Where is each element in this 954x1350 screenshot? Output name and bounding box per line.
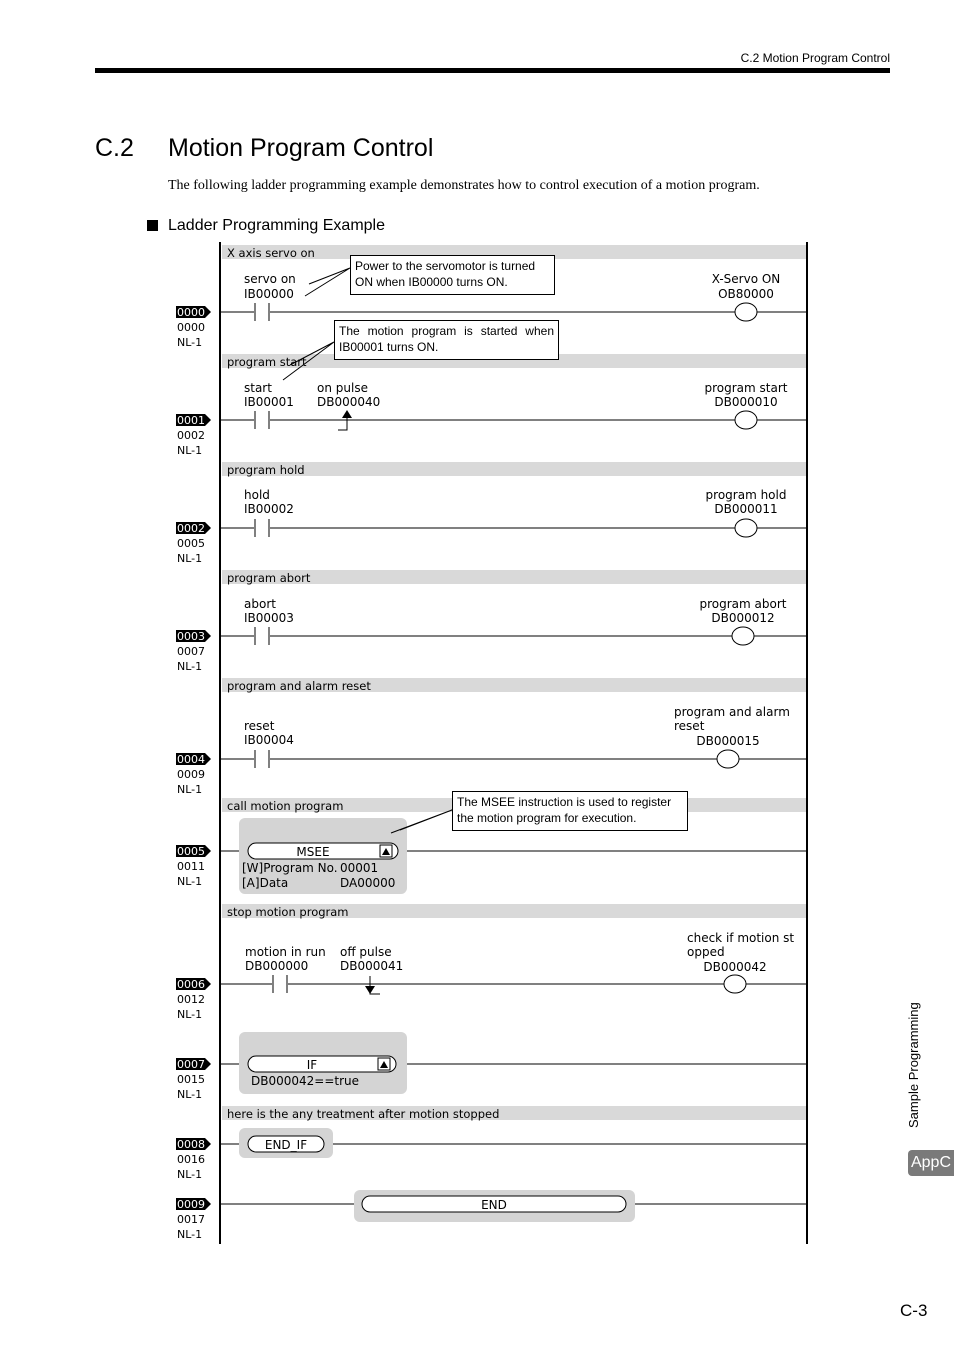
function-block [248,1056,396,1072]
coil-address: DB000042 [703,960,767,974]
rung-comment: call motion program [227,799,344,813]
contact-address: IB00003 [244,611,294,625]
rung-comment: program hold [227,463,305,477]
function-block-label: END_IF [264,1138,308,1152]
line-number: 0005 [177,537,205,550]
up-arrow-icon [342,410,352,418]
rung-comment: program start [227,355,307,369]
appendix-tab: AppC [908,1150,954,1176]
nest-level: NL-1 [177,336,203,349]
side-tab-label: Sample Programming [906,1002,921,1128]
step-number: 0004 [177,753,205,766]
contact-name: on pulse [317,381,368,395]
coil-address: DB000015 [696,734,760,748]
coil-name: X-Servo ON [711,272,781,286]
rung-comment: X axis servo on [227,246,315,260]
nest-level: NL-1 [177,875,203,888]
section-number: C.2 [95,134,134,162]
intro-paragraph: The following ladder programming example demonstrates how to control execution of a motion program. [168,178,760,193]
line-number: 0011 [177,860,205,873]
coil-icon [735,519,757,537]
contact-name: hold [244,488,270,502]
step-number: 0000 [177,306,205,319]
nest-level: NL-1 [177,660,203,673]
contact-name: servo on [244,272,296,286]
down-arrow-icon [365,986,375,994]
nest-level: NL-1 [177,1008,203,1021]
contact-gap [254,303,270,321]
contact-address: DB000040 [317,395,381,409]
nest-level: NL-1 [177,444,203,457]
contact-gap [254,411,270,429]
coil-name: program hold [705,488,787,502]
line-number: 0000 [177,321,205,334]
contact-address: DB000000 [245,959,309,973]
coil-address: DB000011 [714,502,778,516]
step-number: 0007 [177,1058,205,1071]
step-number: 0002 [177,522,205,535]
step-number: 0005 [177,845,205,858]
nest-level: NL-1 [177,1168,203,1181]
contact-name: motion in run [245,945,326,959]
coil-name: check if motion st [687,931,795,945]
nest-level: NL-1 [177,783,203,796]
nest-level: NL-1 [177,1228,203,1241]
coil-name-cont: opped [687,945,725,959]
step-number: 0008 [177,1138,205,1151]
function-block-label: END [481,1198,507,1212]
coil-name: program abort [699,597,787,611]
coil-address: DB000012 [711,611,775,625]
rung-comment: here is the any treatment after motion stopped [227,1107,500,1121]
contact-address: IB00004 [244,733,294,747]
rung-comment: stop motion program [227,905,349,919]
coil-name-cont: reset [674,719,705,733]
coil-icon [735,303,757,321]
line-number: 0015 [177,1073,205,1086]
step-number: 0003 [177,630,205,643]
callout-start: The motion program is started when IB00001 turns ON. [334,320,559,360]
param-name: [W]Program No. [242,861,338,875]
contact-name: start [244,381,272,395]
callout-msee: The MSEE instruction is used to register the motion program for execution. [452,791,688,831]
contact-gap [254,627,270,645]
line-number: 0016 [177,1153,205,1166]
coil-icon [724,975,746,993]
contact-address: IB00001 [244,395,294,409]
contact-address: IB00002 [244,502,294,516]
comment-band [222,462,807,476]
param-value: DA00000 [340,876,396,890]
coil-name: program and alarm [674,705,790,719]
callout-servo: Power to the servomotor is turned ON when IB00000 turns ON. [350,255,555,295]
step-number: 0001 [177,414,205,427]
subheading: Ladder Programming Example [168,217,385,234]
page-number: C-3 [900,1301,928,1320]
coil-icon [732,627,754,645]
coil-address: OB80000 [718,287,774,301]
coil-address: DB000010 [714,395,778,409]
function-block-label: MSEE [296,845,330,859]
section-title: Motion Program Control [168,134,434,162]
contact-address: IB00000 [244,287,294,301]
rung-comment: program and alarm reset [227,679,371,693]
callout-servo-leader [305,268,350,296]
running-header: C.2 Motion Program Control [740,51,890,65]
function-block-label: IF [306,1058,318,1072]
contact-name: off pulse [340,945,392,959]
param-name: [A]Data [242,876,289,890]
step-number: 0009 [177,1198,205,1211]
line-number: 0002 [177,429,205,442]
contact-gap [254,519,270,537]
step-number: 0006 [177,978,205,991]
contact-name: reset [244,719,275,733]
line-number: 0007 [177,645,205,658]
line-number: 0012 [177,993,205,1006]
contact-gap [272,975,288,993]
line-number: 0017 [177,1213,205,1226]
param-name: DB000042==true [251,1074,360,1088]
line-number: 0009 [177,768,205,781]
rung-comment: program abort [227,571,311,585]
coil-icon [735,411,757,429]
param-value: 00001 [340,861,379,875]
coil-icon [717,750,739,768]
nest-level: NL-1 [177,552,203,565]
nest-level: NL-1 [177,1088,203,1101]
contact-name: abort [244,597,276,611]
contact-address: DB000041 [340,959,404,973]
contact-gap [254,750,270,768]
coil-name: program start [704,381,788,395]
